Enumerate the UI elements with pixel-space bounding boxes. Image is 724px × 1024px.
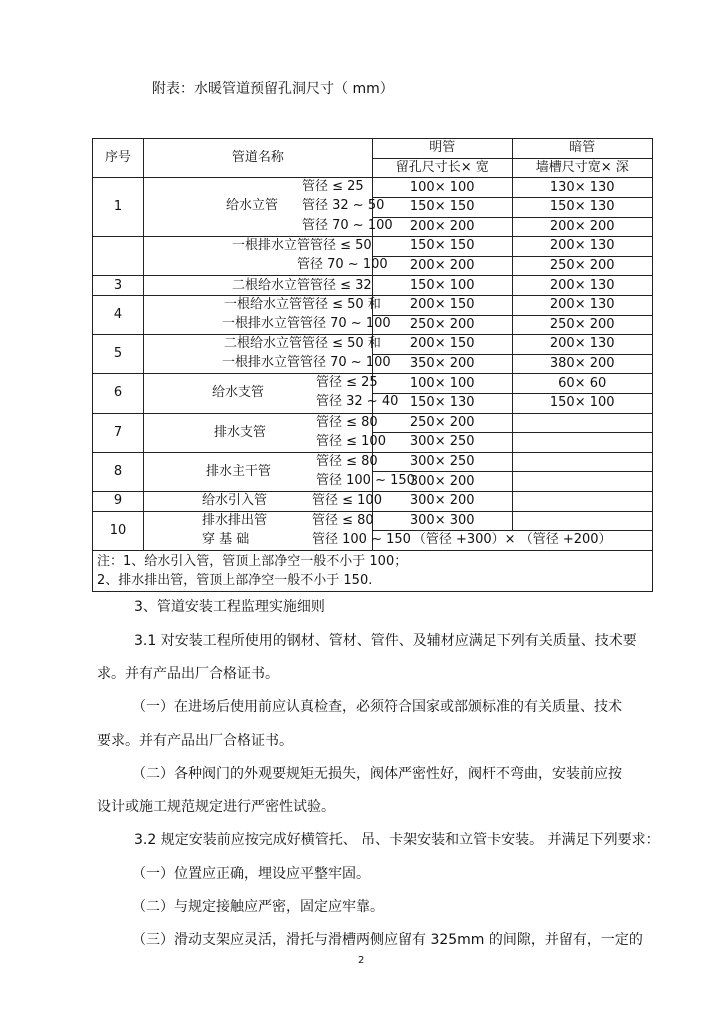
table-row	[93, 491, 653, 511]
pipe-spec: 管径 32 ~ 50	[302, 198, 385, 214]
pipe-spec: 二根给水立管管径 ≤ 50 和	[224, 336, 381, 352]
pipe-spec: 管径 70 ~ 100	[297, 257, 388, 273]
pipe-name-cell	[144, 491, 382, 511]
pipe-category: 给水立管	[226, 198, 279, 214]
header-ming-sub: 留孔尺寸长× 宽	[372, 158, 512, 178]
an-size: 250× 200	[512, 256, 652, 276]
seq-cell: 5	[93, 335, 144, 374]
table-row	[93, 295, 653, 315]
pipe-spec: 一根给水立管管径 ≤ 50 和	[224, 297, 381, 313]
seq-cell: 3	[93, 276, 144, 296]
table-row	[93, 374, 653, 394]
table-row	[93, 178, 653, 198]
reserved-hole-size-table	[92, 138, 653, 592]
ming-size: 200× 200	[372, 217, 512, 237]
pipe-spec: 管径 ≤ 100	[312, 493, 382, 509]
seq-cell: 8	[93, 452, 144, 491]
ming-size: 300× 200	[372, 472, 512, 492]
pipe-name-cell	[144, 237, 388, 276]
seq-cell: 7	[93, 413, 144, 452]
table-notes-row	[93, 550, 653, 591]
table-row	[93, 237, 653, 257]
table-row	[93, 335, 653, 355]
ming-size: 300× 250	[372, 452, 512, 472]
an-size	[512, 472, 652, 492]
paragraph-line: （三）滑动支架应灵活，滑托与滑槽两侧应留有 325mm 的间隙，并留有，一定的	[132, 932, 643, 948]
header-ming: 明管	[372, 139, 512, 159]
paragraph-line: 3.1 对安装工程所使用的钢材、管材、管件、及辅材应满足下列有关质量、技术要	[134, 633, 637, 649]
pipe-spec: 管径 100 ~ 150	[316, 472, 415, 488]
pipe-category: 排水排出管	[202, 512, 268, 528]
pipe-spec: 管径 32 ~ 40	[316, 394, 399, 410]
ming-size: 250× 200	[372, 315, 512, 335]
pipe-name-cell	[144, 335, 391, 374]
pipe-name-cell	[144, 413, 386, 452]
pipe-name-cell	[144, 374, 399, 413]
table-header-row	[93, 139, 653, 159]
header-seq: 序号	[93, 139, 144, 178]
page-number: 2	[358, 955, 365, 966]
pipe-name-cell	[144, 452, 415, 491]
paragraph-line: 3.2 规定安装前应按完成好横管托、 吊、卡架安装和立管卡安装。 并满足下列要求：	[134, 832, 660, 848]
pipe-category: 排水主干管	[206, 463, 272, 479]
table-title: 附表：水暖管道预留孔洞尺寸（ mm）	[152, 81, 394, 97]
seq-cell: 1	[93, 178, 144, 237]
ming-size: 150× 150	[372, 237, 512, 257]
header-name: 管道名称	[144, 139, 373, 178]
paragraph-line: 求。并有产品出厂合格证书。	[97, 666, 279, 682]
pipe-spec: 一根排水立管管径 ≤ 50	[232, 238, 372, 254]
an-size: 250× 200	[512, 315, 652, 335]
an-size: 200× 130	[512, 335, 652, 355]
an-size: 130× 130	[512, 178, 652, 198]
pipe-spec: 一根排水立管管径 70 ~ 100	[222, 316, 391, 332]
an-size: 200× 130	[512, 276, 652, 296]
pipe-name-cell	[144, 511, 411, 550]
ming-size: 250× 200	[372, 413, 512, 433]
paragraph-line: （一）位置应正确，埋设应平整牢固。	[132, 866, 370, 882]
section-heading: 3、管道安装工程监理实施细则	[134, 599, 325, 615]
an-size: 150× 130	[512, 197, 652, 217]
pipe-name-cell	[144, 178, 393, 237]
paragraph-line: 设计或施工规范规定进行严密性试验。	[97, 799, 335, 815]
ming-size: 150× 100	[372, 276, 512, 296]
header-an: 暗管	[512, 139, 652, 159]
ming-size: 150× 130	[372, 393, 512, 413]
pipe-spec: 管径 ≤ 80	[312, 512, 374, 528]
an-size: 200× 130	[512, 295, 652, 315]
seq-cell: 10	[93, 511, 144, 550]
pipe-category: 给水支管	[212, 385, 265, 401]
ming-size: 200× 150	[372, 335, 512, 355]
an-size: 150× 100	[512, 393, 652, 413]
pipe-spec: 管径 100 ~ 150	[312, 531, 411, 547]
pipe-spec: 管径 ≤ 25	[316, 375, 378, 391]
an-size	[512, 452, 652, 472]
an-size: 200× 200	[512, 217, 652, 237]
pipe-category: 排水支管	[214, 424, 267, 440]
pipe-category: 给水引入管	[202, 493, 268, 509]
ming-size: 100× 100	[372, 178, 512, 198]
pipe-spec: 管径 ≤ 100	[316, 433, 386, 449]
pipe-spec: 二根给水立管管径 ≤ 32	[144, 276, 373, 296]
header-an-sub: 墙槽尺寸宽× 深	[512, 158, 652, 178]
ming-size: 300× 250	[372, 433, 512, 453]
pipe-spec: 管径 70 ~ 100	[302, 218, 393, 234]
an-size	[512, 433, 652, 453]
note-line: 注：1、给水引入管，管顶上部净空一般不小于 100；	[97, 553, 408, 569]
an-size: 380× 200	[512, 354, 652, 374]
paragraph-line: 要求。并有产品出厂合格证书。	[97, 733, 293, 749]
ming-size: 300× 300	[372, 511, 512, 531]
pipe-name-cell	[144, 295, 391, 334]
paragraph-line: （二）各种阀门的外观要规矩无损失，阀体严密性好，阀杆不弯曲，安装前应按	[132, 766, 622, 782]
pipe-spec: 管径 ≤ 80	[316, 453, 378, 469]
pipe-spec: 管径 ≤ 80	[316, 414, 378, 430]
ming-size: 200× 150	[372, 295, 512, 315]
ming-size: 150× 150	[372, 197, 512, 217]
ming-size: 100× 100	[372, 374, 512, 394]
ming-size: 350× 200	[372, 354, 512, 374]
an-size	[512, 413, 652, 433]
pipe-spec: 管径 ≤ 25	[302, 179, 364, 195]
an-size: 60× 60	[512, 374, 652, 394]
seq-cell	[93, 237, 144, 276]
table-row	[93, 276, 653, 296]
table-row	[93, 452, 653, 472]
paragraph-line: （二）与规定接触应严密，固定应牢靠。	[132, 899, 384, 915]
seq-cell: 6	[93, 374, 144, 413]
table-row	[93, 511, 653, 531]
an-size: 200× 130	[512, 237, 652, 257]
ming-size: 200× 200	[372, 256, 512, 276]
seq-cell: 9	[93, 491, 144, 511]
an-size	[512, 491, 652, 511]
merged-size: （管径 +300）× （管径 +200）	[372, 531, 652, 551]
note-line: 2、排水排出管，管顶上部净空一般不小于 150.	[97, 572, 373, 588]
pipe-spec: 一根排水立管管径 70 ~ 100	[222, 355, 391, 371]
pipe-category: 穿 基 础	[202, 531, 250, 547]
an-size	[512, 511, 652, 531]
table-row	[93, 413, 653, 433]
seq-cell: 4	[93, 295, 144, 334]
ming-size: 300× 200	[372, 491, 512, 511]
paragraph-line: （一）在进场后使用前应认真检查，必须符合国家或部颁标准的有关质量、技术	[132, 699, 622, 715]
table-notes	[93, 550, 653, 591]
